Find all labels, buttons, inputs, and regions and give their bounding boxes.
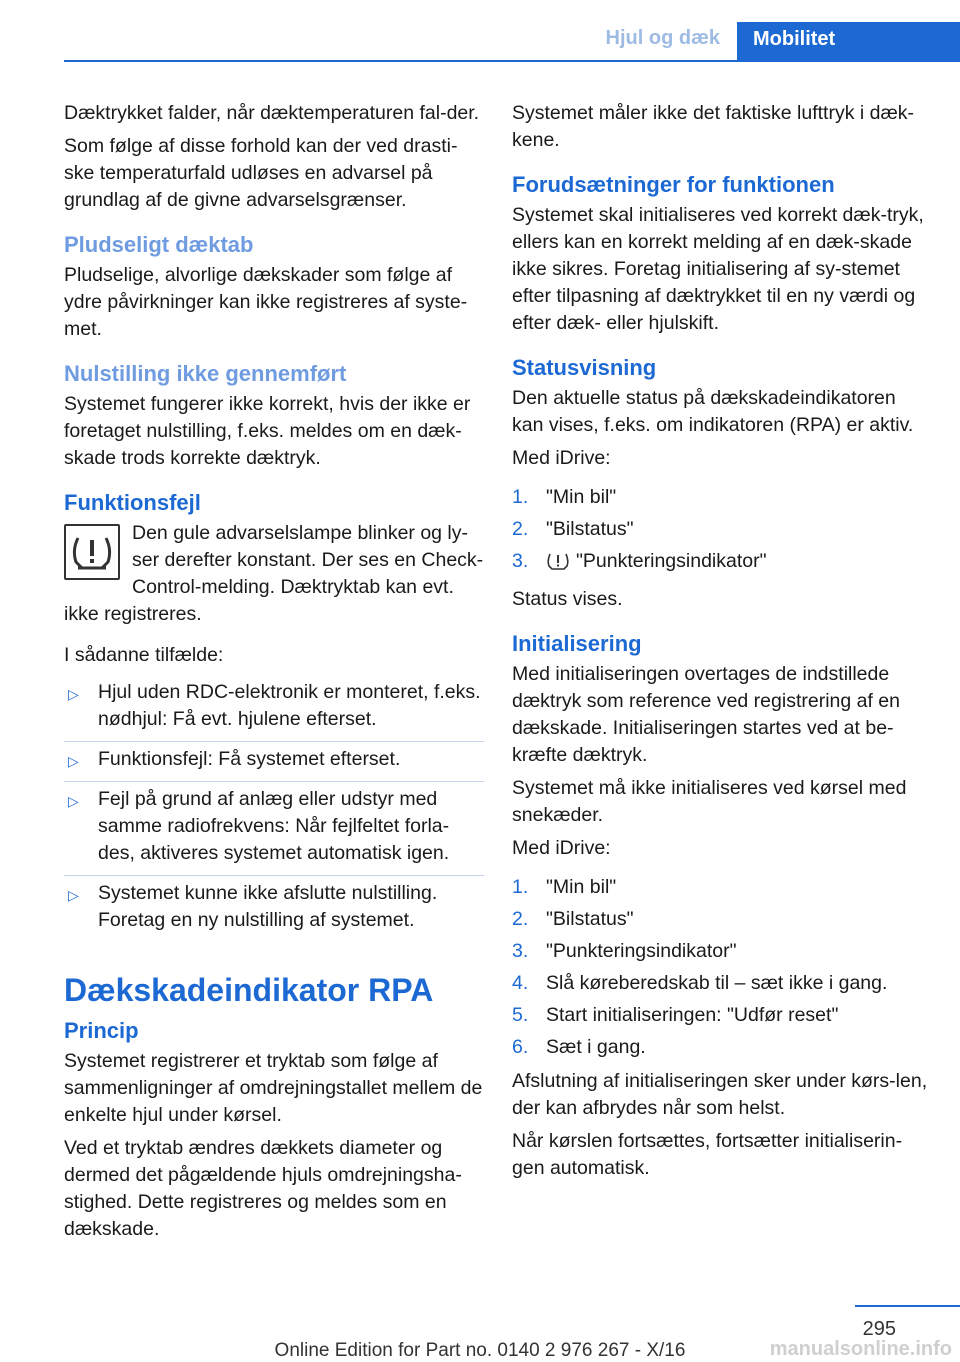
paragraph: Den gule advarselslampe blinker og ly-ser derefter konstant. Der ses en Check-Control-melding. Dæktryktab kan evt. ikke registreres. bbox=[64, 522, 484, 625]
triangle-bullet-icon: ▷ bbox=[68, 793, 79, 809]
malfunction-list bbox=[64, 675, 484, 942]
status-steps bbox=[512, 482, 932, 582]
paragraph: Som følge af disse forhold kan der ved drasti-ske temperaturfald udløses en advarsel på grundlag af de givne advarselsgrænser. bbox=[64, 135, 458, 211]
malfunction-block bbox=[64, 520, 484, 628]
list-item: 1. "Min bil" bbox=[512, 486, 617, 508]
paragraph: Dæktrykket falder, når dæktemperaturen fal-der. bbox=[64, 102, 480, 124]
initialization-steps bbox=[512, 872, 932, 1064]
list-item: ▷ Fejl på grund af anlæg eller udstyr med samme radiofrekvens: Når fejlfeltet forla-des, aktiveres systemet automatisk igen. bbox=[64, 782, 484, 876]
heading-sudden-loss: Pludseligt dæktab bbox=[64, 232, 254, 257]
heading-rpa: Dækskadeindikator RPA bbox=[64, 972, 434, 1008]
paragraph: I sådanne tilfælde: bbox=[64, 644, 224, 666]
page-number-rule bbox=[855, 1305, 960, 1307]
list-item: 2. "Bilstatus" bbox=[512, 908, 634, 930]
heading-requirements: Forudsætninger for funktionen bbox=[512, 172, 835, 197]
heading-status: Statusvisning bbox=[512, 355, 657, 380]
list-item: ▷ Funktionsfejl: Få systemet efterset. bbox=[64, 742, 484, 782]
list-item: 6. Sæt i gang. bbox=[512, 1036, 646, 1058]
edition-footer: Online Edition for Part no. 0140 2 976 267 - X/16 bbox=[274, 1340, 686, 1361]
paragraph: Systemet skal initialiseres ved korrekt dæk-tryk, ellers kan en korrekt melding af en dæk-skade ikke sikres. Foretag initialisering af sy-stemet efter tilpasning af dæktrykket til en ny værdi og efter dæk- eller hjulskift. bbox=[512, 204, 924, 334]
paragraph: Når kørslen fortsættes, fortsætter initialiserin-gen automatisk. bbox=[512, 1130, 903, 1179]
tire-pressure-icon bbox=[546, 551, 570, 579]
header-section: Hjul og dæk bbox=[605, 27, 720, 49]
list-item: 2. "Bilstatus" bbox=[512, 518, 634, 540]
list-item: 1. "Min bil" bbox=[512, 876, 617, 898]
paragraph: Med iDrive: bbox=[512, 837, 611, 859]
heading-initialization: Initialisering bbox=[512, 631, 642, 656]
paragraph: Pludselige, alvorlige dækskader som følge af ydre påvirkninger kan ikke registreres af syste-met. bbox=[64, 264, 468, 340]
heading-principle: Princip bbox=[64, 1018, 139, 1043]
paragraph: Systemet registrerer et tryktab som følge af sammenligninger af omdrejningstallet mellem de enkelte hjul under kørsel. bbox=[64, 1050, 483, 1126]
paragraph: Status vises. bbox=[512, 588, 623, 610]
heading-reset-not-done: Nulstilling ikke gennemført bbox=[64, 361, 347, 386]
heading-malfunction: Funktionsfejl bbox=[64, 490, 201, 515]
paragraph: Systemet må ikke initialiseres ved kørsel med snekæder. bbox=[512, 777, 907, 826]
list-item: 3. "Punkteringsindikator" bbox=[512, 940, 737, 962]
paragraph: Systemet fungerer ikke korrekt, hvis der ikke er foretaget nulstilling, f.eks. meldes om en dæk-skade trods korrekte dæktryk. bbox=[64, 393, 471, 469]
left-column bbox=[64, 100, 484, 1249]
list-item: ▷ Hjul uden RDC-elektronik er monteret, f.eks. nødhjul: Få evt. hjulene efterset. bbox=[64, 675, 484, 742]
paragraph: Afslutning af initialiseringen sker under kørs-len, der kan afbrydes når som helst. bbox=[512, 1070, 928, 1119]
triangle-bullet-icon: ▷ bbox=[68, 753, 79, 769]
list-item: 3. "Punkteringsindikator" bbox=[512, 546, 932, 582]
triangle-bullet-icon: ▷ bbox=[68, 686, 79, 702]
paragraph: Med initialiseringen overtages de indstillede dæktryk som reference ved registrering af en dækskade. Initialiseringen startes ved at be-kræfte dæktryk. bbox=[512, 663, 901, 766]
triangle-bullet-icon: ▷ bbox=[68, 887, 79, 903]
paragraph: Med iDrive: bbox=[512, 447, 611, 469]
paragraph: Systemet måler ikke det faktiske lufttryk i dæk-kene. bbox=[512, 102, 915, 151]
tire-pressure-warning-icon bbox=[64, 524, 120, 580]
paragraph: Ved et tryktab ændres dækkets diameter og dermed det pågældende hjuls omdrejningsha-stighed. Dette registreres og meldes som en dækskade. bbox=[64, 1137, 462, 1240]
header-chapter-tab: Mobilitet bbox=[737, 22, 960, 62]
list-item: ▷ Systemet kunne ikke afslutte nulstilling. Foretag en ny nulstilling af systemet. bbox=[68, 882, 438, 931]
paragraph: Den aktuelle status på dækskadeindikatoren kan vises, f.eks. om indikatoren (RPA) er aktiv. bbox=[512, 387, 914, 436]
list-item: 4. Slå køreberedskab til – sæt ikke i gang. bbox=[512, 972, 888, 994]
page-number: 295 bbox=[862, 1318, 896, 1340]
right-column bbox=[512, 100, 932, 1188]
list-item: 5. Start initialiseringen: "Udfør reset" bbox=[512, 1004, 839, 1026]
watermark: manualsonline.info bbox=[769, 1338, 952, 1360]
